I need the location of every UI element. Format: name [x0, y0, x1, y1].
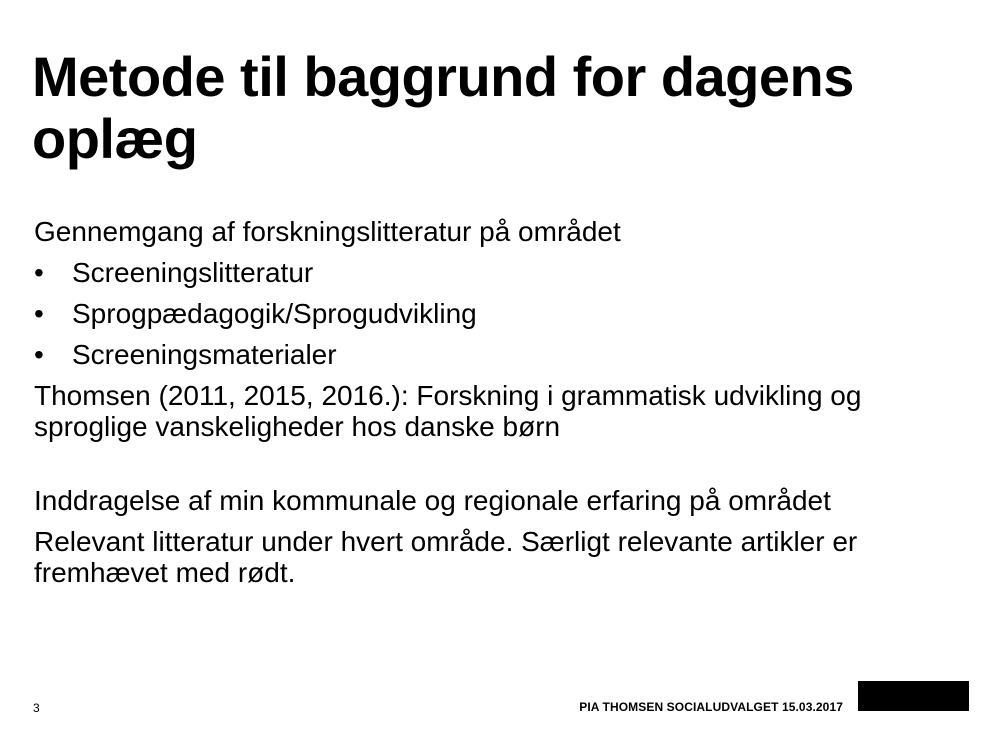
bullet-marker: •	[34, 298, 44, 329]
intro-text: Gennemgang af forskningslitteratur på området	[34, 216, 621, 247]
bullet-text: Sprogpædagogik/Sprogudvikling	[72, 298, 477, 329]
slide-body	[34, 216, 964, 599]
bullet-item	[34, 257, 964, 288]
footer-author-date: PIA THOMSEN SOCIALUDVALGET 15.03.2017	[579, 700, 843, 714]
slide-title: Metode til baggrund for dagens oplæg	[32, 45, 854, 170]
bullet-text: Screeningsmaterialer	[72, 339, 337, 370]
footer-black-block	[858, 681, 969, 711]
bullet-item	[34, 298, 964, 329]
bullet-marker: •	[34, 257, 44, 288]
page-number: 3	[33, 701, 40, 715]
experience-text: Inddragelse af min kommunale og regionale erfaring på området	[34, 485, 831, 516]
thomsen-research-text: Thomsen (2011, 2015, 2016.): Forskning i grammatisk udvikling og sproglige vanskeligheder hos danske børn	[34, 380, 862, 442]
literature-text: Relevant litteratur under hvert område. Særligt relevante artikler er fremhævet med rødt.	[34, 526, 858, 588]
bullet-item	[34, 339, 964, 370]
bullet-text: Screeningslitteratur	[72, 257, 314, 288]
bullet-list	[34, 257, 964, 370]
bullet-marker: •	[34, 339, 44, 370]
